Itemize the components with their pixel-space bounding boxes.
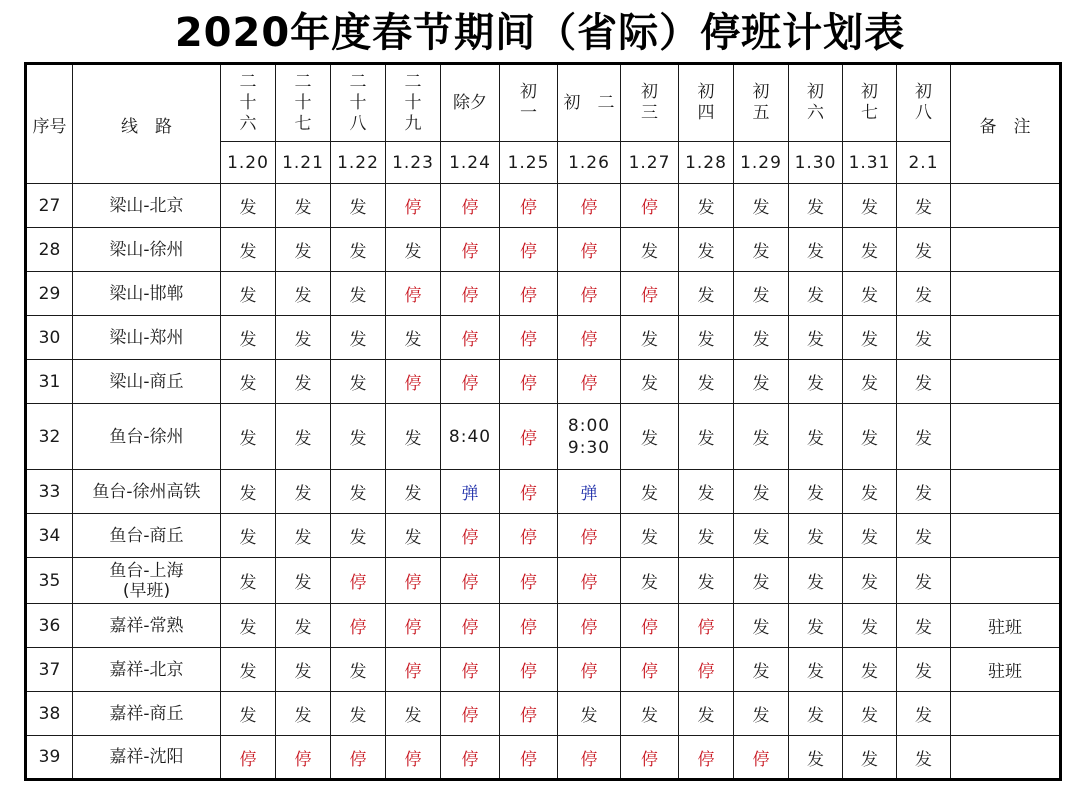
row-seq: 38 [26, 692, 73, 736]
row-note [951, 228, 1061, 272]
row-note [951, 272, 1061, 316]
cell-flexible: 弹 [558, 470, 621, 514]
row-seq: 28 [26, 228, 73, 272]
cell-stop: 停 [558, 604, 621, 648]
cell-depart: 发 [843, 514, 897, 558]
cell-depart: 发 [221, 604, 276, 648]
cell-depart: 发 [734, 558, 789, 604]
row-note: 驻班 [951, 648, 1061, 692]
cell-stop: 停 [621, 736, 679, 780]
cell-depart: 发 [897, 316, 951, 360]
cell-depart: 发 [734, 316, 789, 360]
cell-depart: 发 [843, 558, 897, 604]
cell-depart: 发 [276, 514, 331, 558]
cell-stop: 停 [500, 404, 558, 470]
row-note [951, 514, 1061, 558]
row-route: 嘉祥-常熟 [73, 604, 221, 648]
cell-depart: 发 [897, 272, 951, 316]
row-note [951, 404, 1061, 470]
table-row [26, 692, 1061, 736]
cell-stop: 停 [558, 228, 621, 272]
cell-depart: 发 [221, 558, 276, 604]
cell-stop: 停 [679, 736, 734, 780]
cell-depart: 发 [679, 404, 734, 470]
cell-depart: 发 [221, 228, 276, 272]
cell-depart: 发 [276, 272, 331, 316]
cell-stop: 停 [386, 360, 441, 404]
cell-stop: 停 [441, 272, 500, 316]
table-row [26, 604, 1061, 648]
cell-depart: 发 [621, 228, 679, 272]
cell-depart: 发 [221, 648, 276, 692]
row-seq: 33 [26, 470, 73, 514]
cell-depart: 发 [843, 272, 897, 316]
cell-depart: 发 [734, 184, 789, 228]
table-row [26, 272, 1061, 316]
day-header-7: 初 二 [558, 64, 621, 142]
date-header-2: 1.21 [276, 142, 331, 184]
cell-depart: 发 [843, 648, 897, 692]
table-row [26, 404, 1061, 470]
cell-depart: 发 [679, 228, 734, 272]
row-route: 梁山-郑州 [73, 316, 221, 360]
cell-depart: 发 [843, 736, 897, 780]
day-header-10: 初 五 [734, 64, 789, 142]
row-note [951, 558, 1061, 604]
cell-depart: 发 [276, 184, 331, 228]
cell-depart: 发 [276, 360, 331, 404]
row-seq: 34 [26, 514, 73, 558]
cell-depart: 发 [331, 360, 386, 404]
row-note [951, 692, 1061, 736]
cell-depart: 发 [843, 360, 897, 404]
table-row [26, 514, 1061, 558]
cell-depart: 发 [221, 470, 276, 514]
row-route: 梁山-徐州 [73, 228, 221, 272]
row-seq: 37 [26, 648, 73, 692]
cell-depart: 发 [386, 514, 441, 558]
cell-depart: 发 [789, 272, 843, 316]
cell-depart: 发 [679, 316, 734, 360]
row-seq: 39 [26, 736, 73, 780]
cell-stop: 停 [558, 514, 621, 558]
cell-stop: 停 [221, 736, 276, 780]
cell-depart: 发 [386, 404, 441, 470]
cell-stop: 停 [386, 648, 441, 692]
cell-stop: 停 [734, 736, 789, 780]
cell-depart: 发 [789, 470, 843, 514]
cell-stop: 停 [276, 736, 331, 780]
cell-depart: 发 [331, 470, 386, 514]
cell-depart: 发 [789, 404, 843, 470]
cell-stop: 停 [558, 184, 621, 228]
cell-depart: 发 [679, 558, 734, 604]
row-note [951, 360, 1061, 404]
table-row [26, 558, 1061, 604]
date-header-7: 1.26 [558, 142, 621, 184]
route-header: 线 路 [73, 64, 221, 184]
cell-depart: 发 [679, 184, 734, 228]
cell-depart: 发 [843, 692, 897, 736]
cell-stop: 停 [441, 692, 500, 736]
row-route: 嘉祥-沈阳 [73, 736, 221, 780]
row-seq: 29 [26, 272, 73, 316]
cell-depart: 发 [621, 360, 679, 404]
cell-depart: 发 [789, 558, 843, 604]
date-header-6: 1.25 [500, 142, 558, 184]
cell-depart: 发 [331, 514, 386, 558]
cell-depart: 发 [734, 692, 789, 736]
row-seq: 32 [26, 404, 73, 470]
cell-stop: 停 [500, 692, 558, 736]
row-route: 梁山-商丘 [73, 360, 221, 404]
cell-stop: 停 [500, 604, 558, 648]
cell-depart: 发 [221, 184, 276, 228]
table-row [26, 360, 1061, 404]
cell-stop: 停 [558, 648, 621, 692]
day-header-6: 初 一 [500, 64, 558, 142]
cell-depart: 发 [734, 228, 789, 272]
cell-stop: 停 [386, 184, 441, 228]
cell-time: 8:00 9:30 [558, 404, 621, 470]
cell-depart: 发 [789, 648, 843, 692]
row-route: 梁山-北京 [73, 184, 221, 228]
cell-depart: 发 [897, 604, 951, 648]
cell-depart: 发 [789, 692, 843, 736]
row-seq: 35 [26, 558, 73, 604]
date-header-9: 1.28 [679, 142, 734, 184]
seq-header: 序号 [26, 64, 73, 184]
day-header-12: 初 七 [843, 64, 897, 142]
cell-depart: 发 [221, 692, 276, 736]
date-header-5: 1.24 [441, 142, 500, 184]
cell-stop: 停 [500, 736, 558, 780]
cell-stop: 停 [331, 736, 386, 780]
row-seq: 30 [26, 316, 73, 360]
cell-depart: 发 [897, 692, 951, 736]
date-header-8: 1.27 [621, 142, 679, 184]
cell-depart: 发 [897, 648, 951, 692]
cell-depart: 发 [621, 404, 679, 470]
cell-depart: 发 [789, 184, 843, 228]
cell-stop: 停 [679, 648, 734, 692]
cell-depart: 发 [734, 648, 789, 692]
cell-depart: 发 [331, 404, 386, 470]
row-seq: 36 [26, 604, 73, 648]
table-row [26, 184, 1061, 228]
cell-stop: 停 [386, 736, 441, 780]
cell-depart: 发 [679, 514, 734, 558]
cell-time: 8:40 [441, 404, 500, 470]
cell-depart: 发 [331, 316, 386, 360]
cell-depart: 发 [276, 228, 331, 272]
cell-stop: 停 [500, 228, 558, 272]
cell-stop: 停 [331, 558, 386, 604]
cell-depart: 发 [897, 404, 951, 470]
cell-depart: 发 [331, 272, 386, 316]
cell-stop: 停 [500, 514, 558, 558]
day-header-4: 二 十 九 [386, 64, 441, 142]
cell-depart: 发 [897, 514, 951, 558]
cell-depart: 发 [276, 558, 331, 604]
cell-depart: 发 [843, 404, 897, 470]
cell-depart: 发 [897, 184, 951, 228]
cell-stop: 停 [558, 316, 621, 360]
cell-depart: 发 [843, 316, 897, 360]
cell-depart: 发 [897, 558, 951, 604]
cell-depart: 发 [789, 228, 843, 272]
cell-depart: 发 [276, 404, 331, 470]
cell-depart: 发 [897, 228, 951, 272]
cell-stop: 停 [679, 604, 734, 648]
cell-depart: 发 [897, 360, 951, 404]
cell-stop: 停 [621, 184, 679, 228]
cell-stop: 停 [386, 558, 441, 604]
cell-stop: 停 [386, 604, 441, 648]
cell-depart: 发 [276, 648, 331, 692]
cell-depart: 发 [621, 470, 679, 514]
day-header-2: 二 十 七 [276, 64, 331, 142]
cell-depart: 发 [331, 184, 386, 228]
cell-flexible: 弹 [441, 470, 500, 514]
cell-stop: 停 [441, 316, 500, 360]
cell-depart: 发 [789, 316, 843, 360]
cell-stop: 停 [621, 272, 679, 316]
date-header-11: 1.30 [789, 142, 843, 184]
cell-depart: 发 [276, 470, 331, 514]
cell-depart: 发 [679, 272, 734, 316]
cell-depart: 发 [734, 360, 789, 404]
cell-depart: 发 [843, 470, 897, 514]
cell-depart: 发 [734, 404, 789, 470]
cell-depart: 发 [331, 692, 386, 736]
day-header-1: 二 十 六 [221, 64, 276, 142]
day-header-9: 初 四 [679, 64, 734, 142]
cell-depart: 发 [789, 360, 843, 404]
cell-stop: 停 [441, 648, 500, 692]
cell-stop: 停 [500, 272, 558, 316]
notes-header: 备 注 [951, 64, 1061, 184]
cell-stop: 停 [500, 558, 558, 604]
cell-depart: 发 [679, 470, 734, 514]
row-route: 鱼台-商丘 [73, 514, 221, 558]
cell-stop: 停 [441, 514, 500, 558]
cell-depart: 发 [621, 316, 679, 360]
header-row-days [26, 64, 1061, 142]
cell-stop: 停 [441, 736, 500, 780]
cell-stop: 停 [558, 272, 621, 316]
cell-depart: 发 [679, 360, 734, 404]
row-route: 鱼台-徐州高铁 [73, 470, 221, 514]
table-row [26, 736, 1061, 780]
cell-depart: 发 [843, 604, 897, 648]
cell-depart: 发 [621, 558, 679, 604]
cell-depart: 发 [734, 604, 789, 648]
cell-stop: 停 [441, 604, 500, 648]
cell-stop: 停 [386, 272, 441, 316]
date-header-12: 1.31 [843, 142, 897, 184]
cell-stop: 停 [500, 360, 558, 404]
cell-depart: 发 [679, 692, 734, 736]
cell-depart: 发 [789, 514, 843, 558]
cell-stop: 停 [500, 648, 558, 692]
cell-stop: 停 [621, 648, 679, 692]
row-route: 鱼台-上海 (早班) [73, 558, 221, 604]
table-row [26, 228, 1061, 272]
cell-depart: 发 [221, 316, 276, 360]
row-route: 嘉祥-北京 [73, 648, 221, 692]
date-header-10: 1.29 [734, 142, 789, 184]
table-row [26, 648, 1061, 692]
cell-stop: 停 [441, 360, 500, 404]
row-seq: 31 [26, 360, 73, 404]
cell-depart: 发 [276, 316, 331, 360]
cell-depart: 发 [331, 228, 386, 272]
cell-depart: 发 [734, 514, 789, 558]
row-route: 嘉祥-商丘 [73, 692, 221, 736]
row-seq: 27 [26, 184, 73, 228]
cell-depart: 发 [789, 736, 843, 780]
cell-depart: 发 [897, 470, 951, 514]
cell-stop: 停 [558, 360, 621, 404]
cell-stop: 停 [441, 228, 500, 272]
row-route: 鱼台-徐州 [73, 404, 221, 470]
cell-stop: 停 [331, 604, 386, 648]
cell-depart: 发 [621, 514, 679, 558]
schedule-table [24, 62, 1062, 781]
cell-depart: 发 [734, 470, 789, 514]
cell-depart: 发 [843, 184, 897, 228]
day-header-5: 除夕 [441, 64, 500, 142]
cell-depart: 发 [789, 604, 843, 648]
cell-depart: 发 [386, 692, 441, 736]
cell-depart: 发 [843, 228, 897, 272]
cell-depart: 发 [331, 648, 386, 692]
row-note [951, 470, 1061, 514]
day-header-8: 初 三 [621, 64, 679, 142]
cell-stop: 停 [500, 470, 558, 514]
day-header-3: 二 十 八 [331, 64, 386, 142]
row-note [951, 184, 1061, 228]
cell-stop: 停 [558, 558, 621, 604]
day-header-11: 初 六 [789, 64, 843, 142]
cell-depart: 发 [386, 228, 441, 272]
cell-depart: 发 [221, 360, 276, 404]
row-note: 驻班 [951, 604, 1061, 648]
page-title: 2020年度春节期间（省际）停班计划表 [174, 10, 906, 56]
cell-depart: 发 [221, 272, 276, 316]
date-header-4: 1.23 [386, 142, 441, 184]
cell-depart: 发 [558, 692, 621, 736]
row-route: 梁山-邯郸 [73, 272, 221, 316]
cell-depart: 发 [276, 604, 331, 648]
table-row [26, 316, 1061, 360]
date-header-13: 2.1 [897, 142, 951, 184]
cell-stop: 停 [441, 558, 500, 604]
cell-depart: 发 [276, 692, 331, 736]
date-header-1: 1.20 [221, 142, 276, 184]
cell-depart: 发 [386, 470, 441, 514]
cell-stop: 停 [441, 184, 500, 228]
cell-depart: 发 [621, 692, 679, 736]
cell-depart: 发 [897, 736, 951, 780]
cell-depart: 发 [221, 514, 276, 558]
row-note [951, 316, 1061, 360]
cell-stop: 停 [500, 184, 558, 228]
table-body [26, 184, 1061, 780]
cell-stop: 停 [558, 736, 621, 780]
day-header-13: 初 八 [897, 64, 951, 142]
row-note [951, 736, 1061, 780]
cell-depart: 发 [386, 316, 441, 360]
date-header-3: 1.22 [331, 142, 386, 184]
cell-stop: 停 [500, 316, 558, 360]
table-row [26, 470, 1061, 514]
cell-depart: 发 [734, 272, 789, 316]
cell-depart: 发 [221, 404, 276, 470]
cell-stop: 停 [621, 604, 679, 648]
